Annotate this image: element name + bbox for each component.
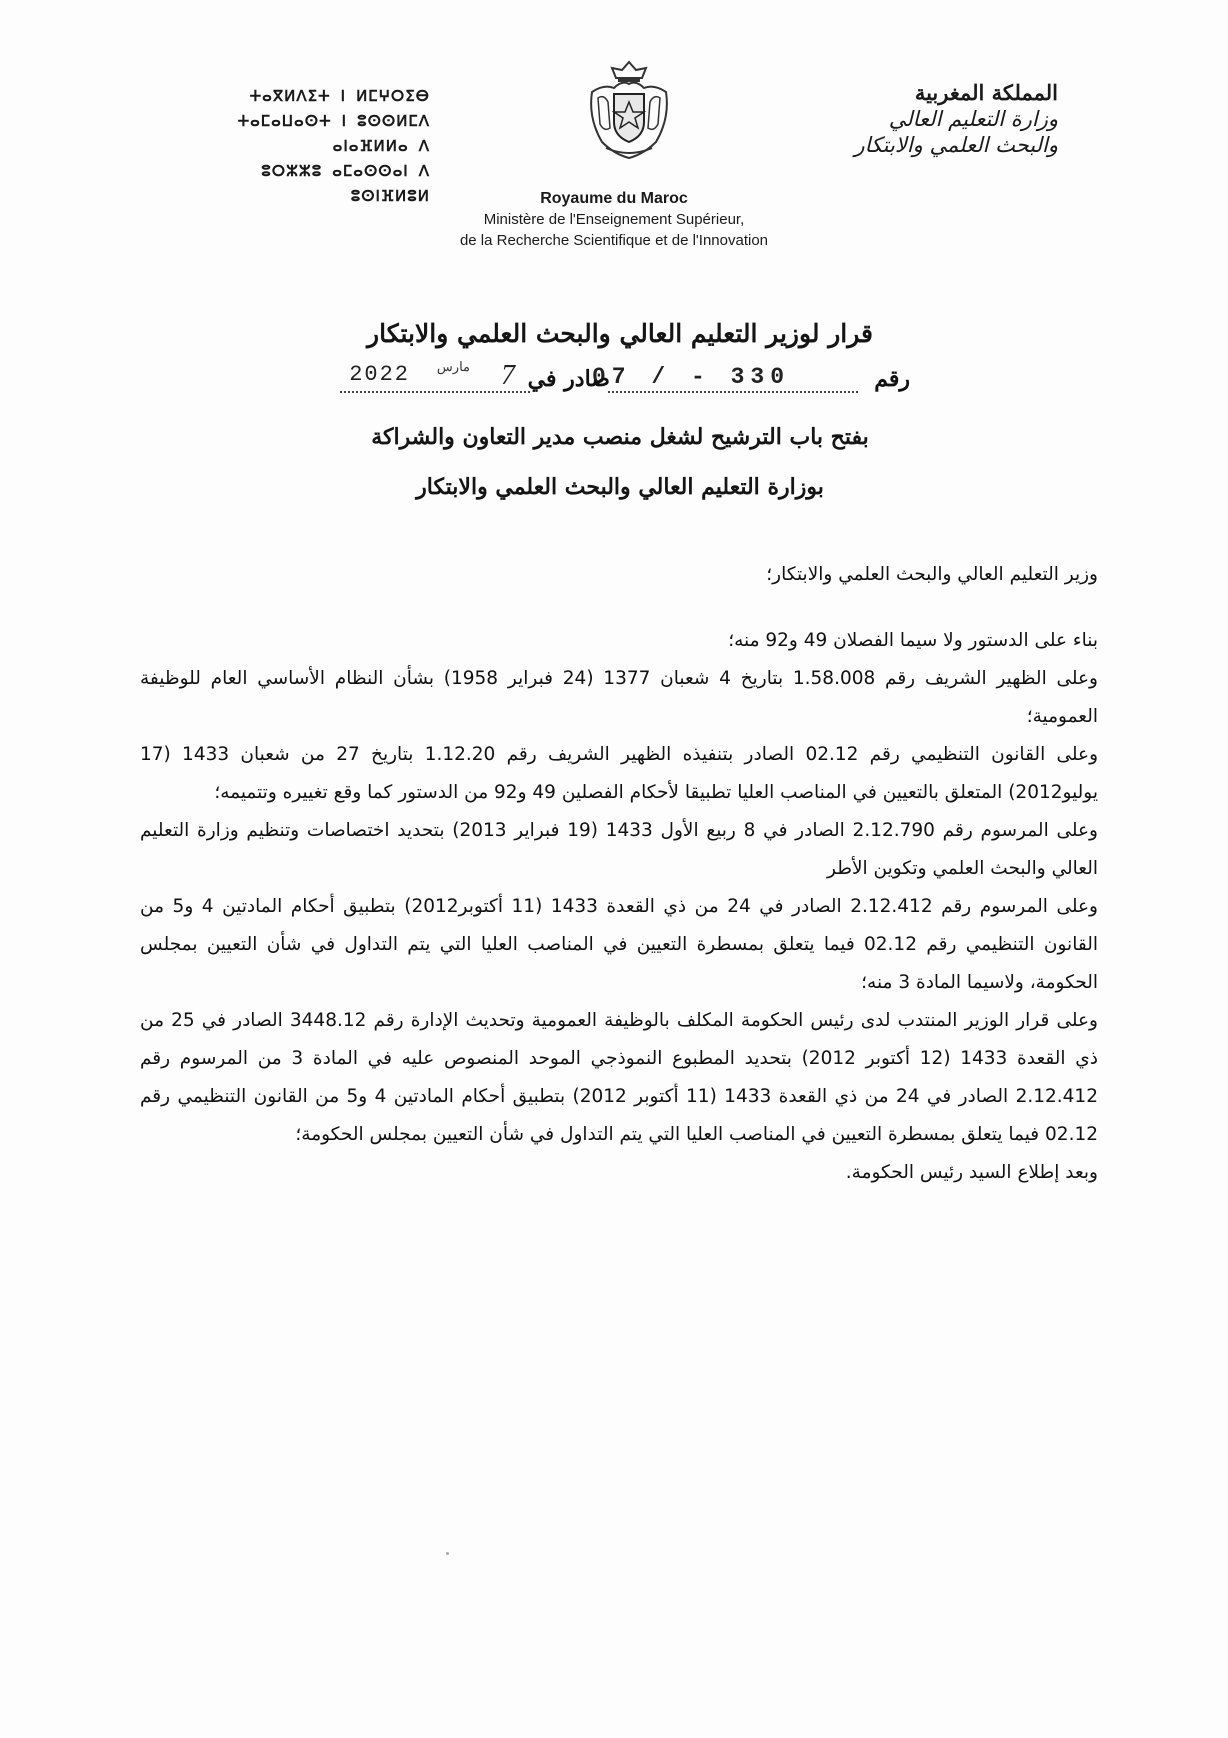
decision-body (140, 556, 1098, 1192)
french-letterhead (0, 188, 1228, 251)
ministry-name-ar-line2: والبحث العلمي والابتكار (854, 133, 1058, 157)
issue-day: 7 (501, 360, 515, 391)
head-of-government-notice: وبعد إطلاع السيد رئيس الحكومة. (845, 1162, 1098, 1183)
legal-basis-organic-law: وعلى القانون التنظيمي رقم 02.12 الصادر بتنفيذه الظهير الشريف رقم 1.12.20 بتاريخ 27 من شعبان 1433 (17 يوليو2012) المتعلق بالتعيين في المناصب العليا تطبيقا لأحكام الفصلين 49 و92 من الدستور كما وقع تغييره وتتميمه؛ (140, 744, 1098, 803)
minister-preamble: وزير التعليم العالي والبحث العلمي والابتكار؛ (766, 564, 1098, 585)
legal-basis-dahir-1958: وعلى الظهير الشريف رقم 1.58.008 بتاريخ 4 شعبان 1377 (24 فبراير 1958) بشأن النظام الأساسي العام للوظيفة العمومية؛ (140, 668, 1098, 727)
ministry-name-ar-line1: وزارة التعليم العالي (888, 107, 1058, 131)
scan-speck (446, 1552, 449, 1555)
ministry-name-tifinagh-line1: ⵜⴰⵎⴰⵡⴰⵙⵜ ⵏ ⵓⵙⵙⵍⵎⴷ ⴰⵏⴰⴼⵍⵍⴰ ⴷ (237, 112, 430, 155)
arabic-letterhead (855, 80, 1058, 158)
ministry-name-fr-line1: Ministère de l'Enseignement Supérieur, (483, 211, 745, 228)
issue-year: 2022 (349, 362, 410, 387)
ministry-name-fr-line2: de la Recherche Scientifique et de l'Innovation (459, 232, 769, 249)
legal-basis-ministerial-order: وعلى قرار الوزير المنتدب لدى رئيس الحكومة المكلف بالوظيفة العمومية وتحديث الإدارة رقم 3448.12 الصادر في 25 من ذي القعدة 1433 (12 أكتوبر 2012) بتحديد المطبوع النموذجي الموحد المنصوص عليه في المادة 3 من المرسوم رقم 2.12.412 الصادر في 24 من ذي القعدة 1433 (11 أكتوبر 2012) بتطبيق أحكام المادتين 4 و5 من القانون التنظيمي رقم 02.12 فيما يتعلق بمسطرة التعيين في المناصب العليا التي يتم التداول في شأن التعيين بمجلس الحكومة؛ (140, 1010, 1098, 1145)
ministry-name-tifinagh-line2: ⵓⵔⵣⵣⵓ ⴰⵎⴰⵙⵙⴰⵏ ⴷ ⵓⵙⵏⴼⵍⵓⵍ (261, 162, 430, 205)
kingdom-name-ar: المملكة المغربية (914, 80, 1058, 105)
ref-dotted-line (608, 391, 858, 393)
decision-title-line: قرار لوزير التعليم العالي والبحث العلمي والابتكار (367, 319, 873, 348)
decision-reference-line (340, 360, 910, 406)
legal-basis-constitution: بناء على الدستور ولا سيما الفصلان 49 و92 منه؛ (728, 630, 1098, 651)
subject-line-1: بفتح باب الترشيح لشغل منصب مدير التعاون والشراكة (371, 424, 869, 450)
issued-label: صادر في (527, 366, 610, 392)
decision-title (330, 316, 910, 352)
legal-basis-decree-2012: وعلى المرسوم رقم 2.12.412 الصادر في 24 من ذي القعدة 1433 (11 أكتوبر2012) بتطبيق أحكام المادتين 4 و5 من القانون التنظيمي رقم 02.12 فيما يتعلق بمسطرة التعيين في المناصب العليا التي يتم التداول في شأن التعيين بمجلس الحكومة، ولاسيما المادة 3 منه؛ (140, 896, 1098, 993)
subject-line-2: بوزارة التعليم العالي والبحث العلمي والابتكار (416, 474, 824, 500)
kingdom-name-fr: Royaume du Maroc (540, 190, 688, 207)
decision-subject (330, 412, 910, 512)
royal-coat-of-arms-icon (584, 58, 674, 162)
ref-number: 07 / - 330 (591, 364, 790, 390)
issue-month: مارس (436, 360, 470, 375)
ref-label: رقم (874, 366, 910, 392)
legal-basis-decree-2013: وعلى المرسوم رقم 2.12.790 الصادر في 8 ربيع الأول 1433 (19 فبراير 2013) بتحديد اختصاصات وتنظيم وزارة التعليم العالي والبحث العلمي وتكوين الأطر (140, 820, 1098, 879)
kingdom-name-tifinagh: ⵜⴰⴳⵍⴷⵉⵜ ⵏ ⵍⵎⵖⵔⵉⴱ (249, 87, 430, 105)
